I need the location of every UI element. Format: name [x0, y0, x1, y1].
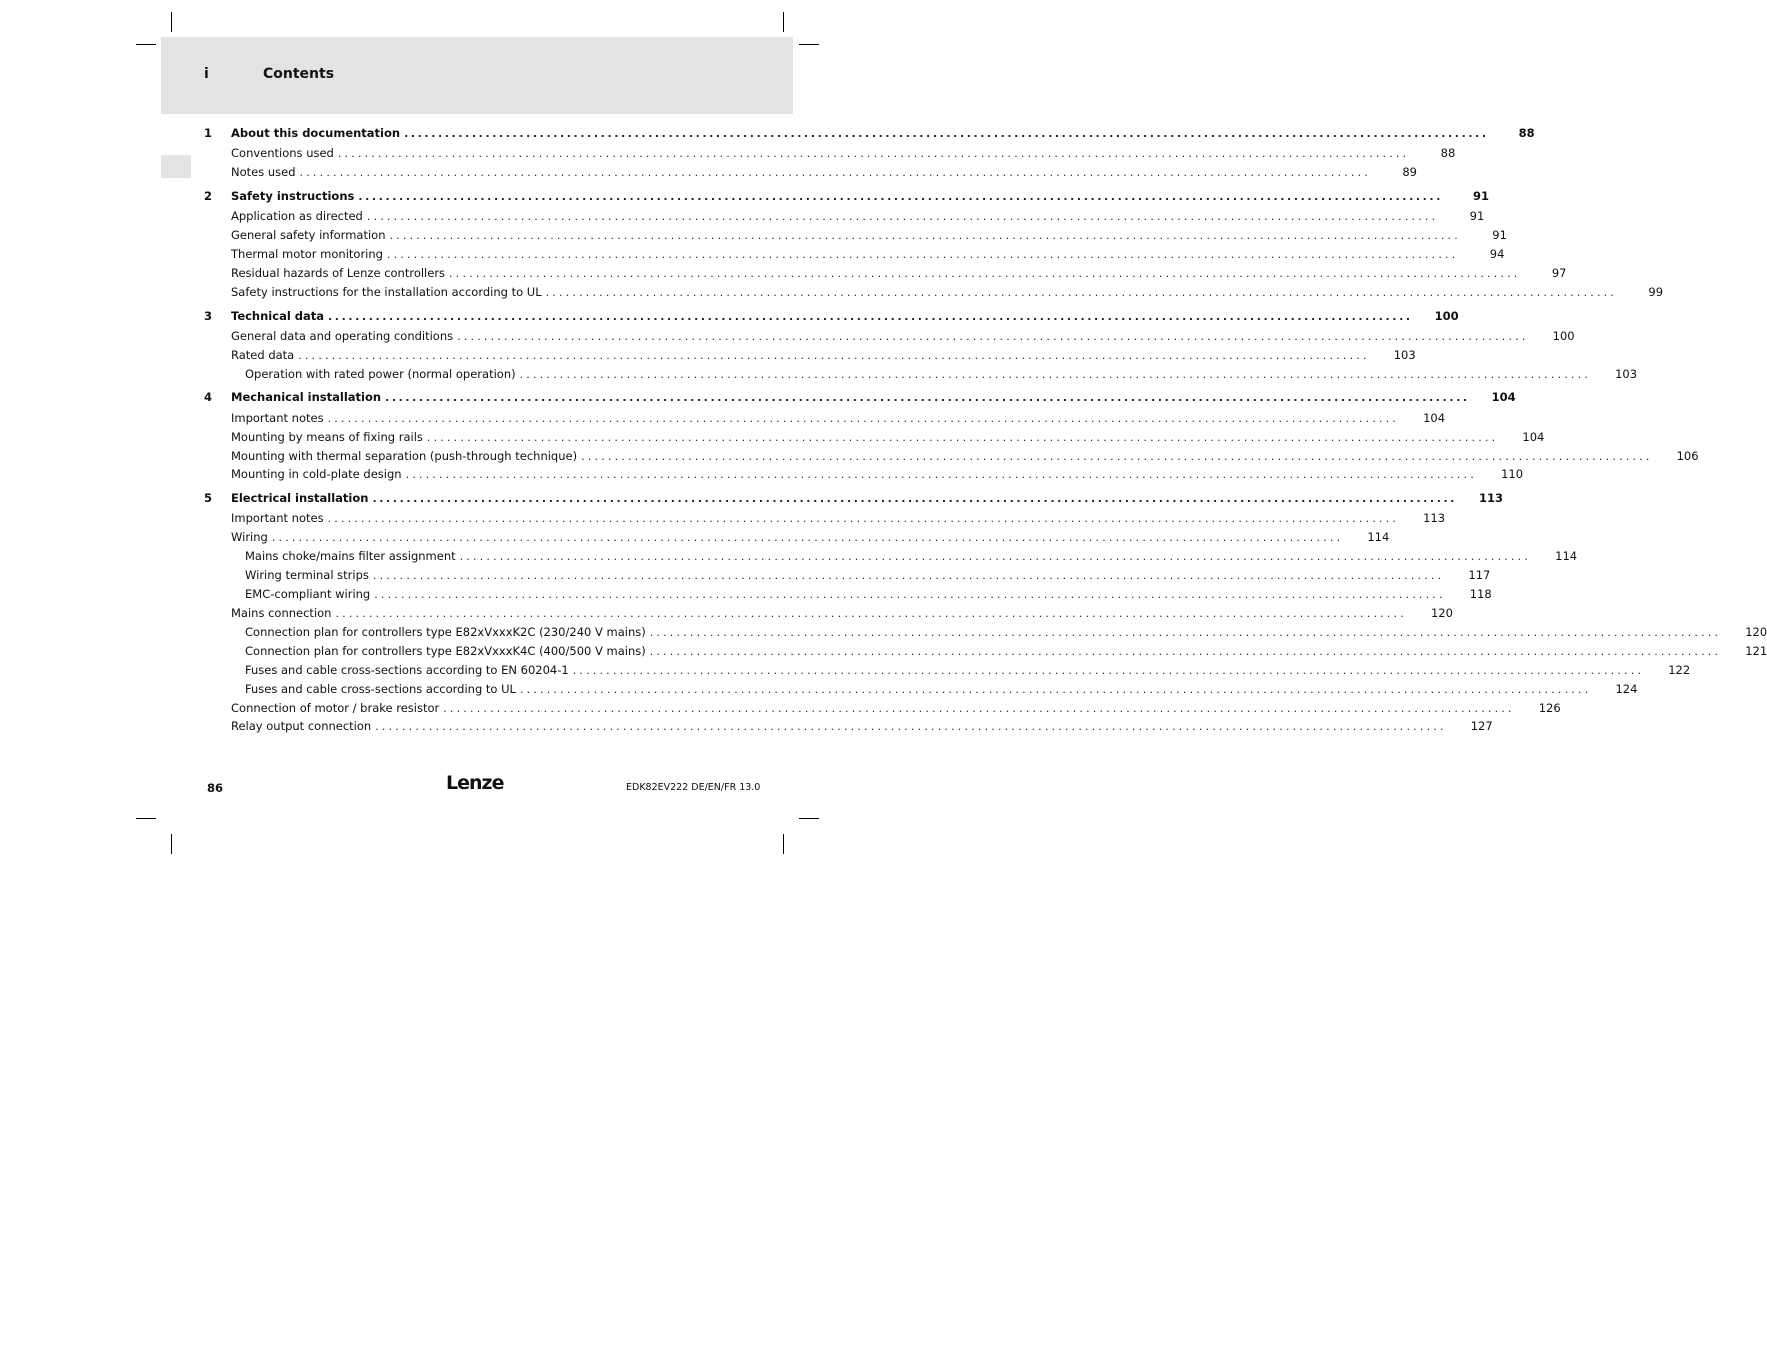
toc-entry[interactable]	[231, 228, 1507, 245]
dot-leader: ................................................................................................................................................................	[271, 531, 1344, 544]
toc-page-number: 113	[1423, 511, 1446, 525]
dot-leader: ................................................................................................................................................................	[299, 166, 1371, 179]
toc-entry[interactable]	[245, 682, 1638, 699]
toc-entry[interactable]	[231, 701, 1561, 718]
dot-leader: ................................................................................................................................................................	[375, 720, 1447, 733]
crop-mark	[783, 834, 784, 854]
toc-page-number: 88	[1440, 146, 1456, 160]
toc-entry[interactable]	[231, 719, 1493, 736]
dot-leader: ................................................................................................................................................................	[366, 210, 1439, 223]
dot-leader: ................................................................................................................................................................	[327, 412, 1400, 425]
toc-entry-title: Electrical installation	[231, 491, 369, 505]
toc-chapter-number: 2	[204, 189, 213, 203]
toc-page-number: 126	[1538, 701, 1561, 715]
crop-mark	[799, 818, 819, 819]
toc-page-number: 106	[1676, 449, 1699, 463]
dot-leader: ................................................................................................................................................................	[519, 683, 1592, 696]
toc-page-number: 113	[1479, 491, 1504, 505]
dot-leader: ................................................................................................................................................................	[457, 330, 1529, 343]
toc-page-number: 114	[1367, 530, 1390, 544]
toc-page-number: 103	[1615, 367, 1638, 381]
dot-leader: ................................................................................................................................................................	[545, 286, 1618, 299]
toc-entry[interactable]	[231, 247, 1505, 264]
toc-entry-title: Mounting by means of fixing rails	[231, 430, 423, 444]
page-title: Contents	[263, 66, 335, 82]
toc-entry-title: Operation with rated power (normal operation)	[245, 367, 516, 381]
toc-entry[interactable]	[245, 587, 1492, 604]
dot-leader: ................................................................................................................................................................	[572, 664, 1645, 677]
lenze-logo: Lenze	[446, 772, 504, 794]
crop-mark	[171, 12, 172, 32]
toc-entry-title: Connection plan for controllers type E82xVxxxK2C (230/240 V mains)	[245, 625, 646, 639]
toc-entry-title: Rated data	[231, 348, 295, 362]
toc-page-number: 121	[1745, 644, 1767, 658]
toc-page-number: 103	[1393, 348, 1416, 362]
toc-entry-title: Safety instructions for the installation according to UL	[231, 285, 542, 299]
toc-page-number: 100	[1552, 329, 1575, 343]
dot-leader: ................................................................................................................................................................	[404, 127, 1489, 140]
toc-entry[interactable]	[231, 411, 1446, 428]
page-number: 86	[207, 781, 224, 795]
toc-entry[interactable]	[231, 449, 1699, 466]
toc-page-number: 91	[1469, 209, 1485, 223]
chapter-tab-marker	[161, 155, 191, 178]
toc-chapter[interactable]	[204, 189, 1489, 206]
toc-entry[interactable]	[231, 511, 1446, 528]
toc-entry-title: Mains choke/mains filter assignment	[245, 549, 456, 563]
toc-page-number: 127	[1470, 719, 1493, 733]
toc-entry[interactable]	[245, 625, 1767, 642]
toc-chapter-number: 5	[204, 491, 213, 505]
toc-entry-title: General safety information	[231, 228, 386, 242]
toc-chapter-number: 4	[204, 390, 213, 404]
toc-page-number: 89	[1402, 165, 1417, 179]
toc-entry[interactable]	[231, 348, 1416, 365]
toc-entry-title: Application as directed	[231, 209, 363, 223]
toc-entry-title: Residual hazards of Lenze controllers	[231, 266, 446, 280]
dot-leader: ................................................................................................................................................................	[327, 512, 1400, 525]
dot-leader: ................................................................................................................................................................	[389, 229, 1461, 242]
crop-mark	[171, 834, 172, 854]
toc-page-number: 91	[1492, 228, 1507, 242]
toc-page-number: 94	[1489, 247, 1505, 261]
toc-chapter[interactable]	[204, 491, 1504, 508]
dot-leader: ................................................................................................................................................................	[337, 147, 1410, 160]
toc-page-number: 110	[1501, 467, 1524, 481]
toc-page-number: 97	[1551, 266, 1567, 280]
dot-leader: ................................................................................................................................................................	[298, 349, 1370, 362]
dot-leader: ................................................................................................................................................................	[449, 267, 1521, 280]
crop-mark	[799, 44, 819, 45]
toc-entry-title: Wiring	[231, 530, 268, 544]
dot-leader: ................................................................................................................................................................	[372, 569, 1445, 582]
dot-leader: ................................................................................................................................................................	[374, 588, 1446, 601]
section-marker: i	[204, 66, 209, 82]
toc-page-number: 104	[1522, 430, 1545, 444]
toc-chapter[interactable]	[204, 309, 1459, 326]
toc-entry-title: Relay output connection	[231, 719, 372, 733]
toc-entry-title: Wiring terminal strips	[245, 568, 369, 582]
dot-leader: ................................................................................................................................................................	[358, 190, 1443, 203]
toc-page-number: 104	[1491, 390, 1516, 404]
toc-page-number: 104	[1423, 411, 1446, 425]
toc-entry[interactable]	[231, 165, 1417, 182]
dot-leader: ................................................................................................................................................................	[649, 626, 1722, 639]
dot-leader: ................................................................................................................................................................	[581, 450, 1653, 463]
toc-entry-title: Notes used	[231, 165, 296, 179]
toc-chapter[interactable]	[204, 390, 1516, 407]
toc-entry-title: About this documentation	[231, 126, 401, 140]
toc-entry[interactable]	[231, 209, 1485, 226]
toc-entry-title: Mechanical installation	[231, 390, 382, 404]
toc-page-number: 100	[1434, 309, 1459, 323]
document-id: EDK82EV222 DE/EN/FR 13.0	[626, 782, 761, 793]
toc-entry-title: EMC-compliant wiring	[245, 587, 371, 601]
toc-page-number: 120	[1745, 625, 1767, 639]
toc-entry[interactable]	[245, 644, 1767, 661]
toc-entry-title: Connection plan for controllers type E82xVxxxK4C (400/500 V mains)	[245, 644, 646, 658]
toc-chapter[interactable]	[204, 126, 1535, 143]
dot-leader: ................................................................................................................................................................	[385, 391, 1470, 404]
dot-leader: ................................................................................................................................................................	[386, 248, 1459, 261]
dot-leader: ................................................................................................................................................................	[459, 550, 1532, 563]
toc-page-number: 122	[1668, 663, 1691, 677]
toc-page-number: 114	[1555, 549, 1578, 563]
crop-mark	[136, 818, 156, 819]
toc-entry[interactable]	[245, 568, 1491, 585]
toc-entry-title: Fuses and cable cross-sections according to UL	[245, 682, 516, 696]
toc-entry-title: Mounting with thermal separation (push-through technique)	[231, 449, 578, 463]
toc-entry-title: Mounting in cold-plate design	[231, 467, 402, 481]
dot-leader: ................................................................................................................................................................	[328, 310, 1413, 323]
dot-leader: ................................................................................................................................................................	[405, 468, 1478, 481]
toc-page-number: 117	[1468, 568, 1491, 582]
dot-leader: ................................................................................................................................................................	[649, 645, 1722, 658]
dot-leader: ................................................................................................................................................................	[426, 431, 1499, 444]
toc-page-number: 88	[1518, 126, 1535, 140]
toc-entry[interactable]	[231, 530, 1390, 547]
toc-entry-title: General data and operating conditions	[231, 329, 454, 343]
toc-entry[interactable]	[245, 549, 1578, 566]
toc-entry-title: Technical data	[231, 309, 325, 323]
toc-entry[interactable]	[231, 329, 1575, 346]
toc-entry[interactable]	[231, 285, 1664, 302]
toc-entry-title: Mains connection	[231, 606, 332, 620]
toc-entry[interactable]	[231, 430, 1545, 447]
dot-leader: ................................................................................................................................................................	[519, 368, 1592, 381]
crop-mark	[783, 12, 784, 32]
toc-entry[interactable]	[231, 467, 1524, 484]
toc-page-number: 124	[1615, 682, 1638, 696]
toc-entry[interactable]	[231, 146, 1456, 163]
dot-leader: ................................................................................................................................................................	[372, 492, 1458, 505]
toc-entry[interactable]	[245, 367, 1638, 384]
toc-entry-title: Thermal motor monitoring	[231, 247, 383, 261]
toc-page-number: 91	[1472, 189, 1489, 203]
crop-mark	[136, 44, 156, 45]
dot-leader: ................................................................................................................................................................	[335, 607, 1407, 620]
toc-entry[interactable]	[231, 606, 1453, 623]
toc-entry-title: Connection of motor / brake resistor	[231, 701, 440, 715]
toc-page-number: 99	[1648, 285, 1664, 299]
toc-chapter-number: 3	[204, 309, 213, 323]
dot-leader: ................................................................................................................................................................	[443, 702, 1515, 715]
toc-entry-title: Fuses and cable cross-sections according to EN 60204-1	[245, 663, 569, 677]
toc-entry-title: Important notes	[231, 411, 324, 425]
toc-chapter-number: 1	[204, 126, 213, 140]
toc-entry-title: Conventions used	[231, 146, 334, 160]
toc-entry-title: Important notes	[231, 511, 324, 525]
toc-page-number: 120	[1430, 606, 1453, 620]
toc-entry[interactable]	[245, 663, 1691, 680]
toc-entry[interactable]	[231, 266, 1567, 283]
toc-page-number: 118	[1469, 587, 1492, 601]
toc-entry-title: Safety instructions	[231, 189, 355, 203]
page-header	[161, 37, 793, 114]
